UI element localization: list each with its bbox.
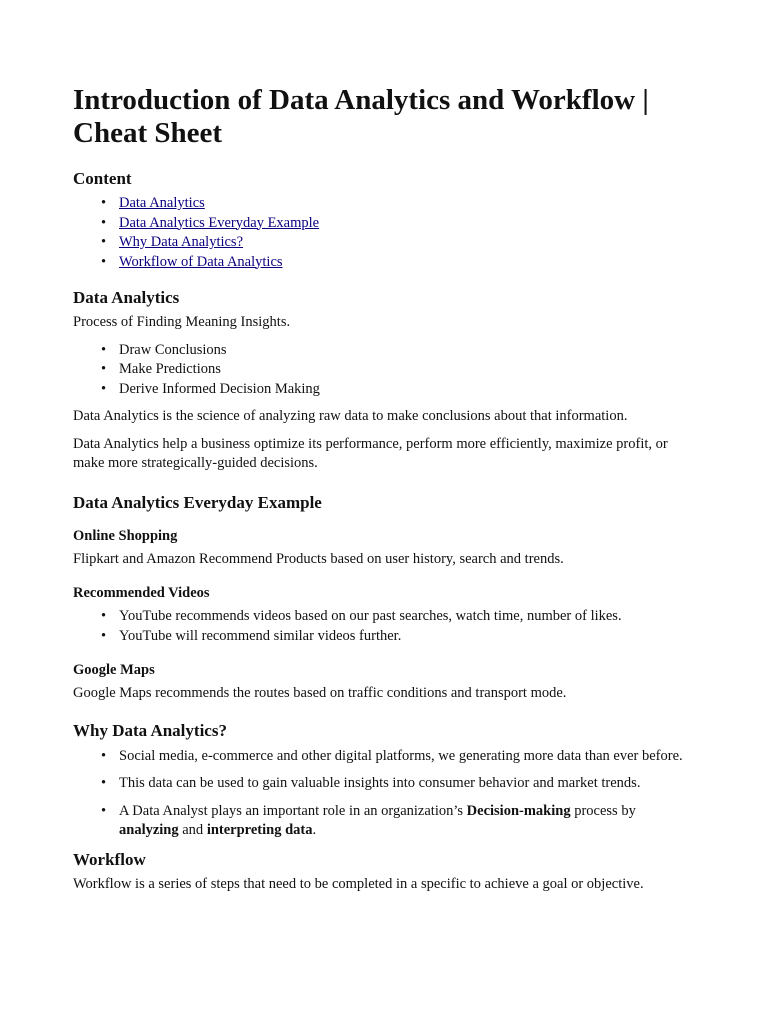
google-maps-heading: Google Maps (73, 662, 155, 678)
bullet-icon: • (101, 802, 107, 819)
toc-link-workflow[interactable]: Workflow of Data Analytics (119, 253, 283, 270)
data-analytics-definition: Data Analytics is the science of analyzing raw data to make conclusions about that information. (73, 408, 628, 424)
list-item-text: YouTube recommends videos based on our past searches, watch time, number of likes. (119, 608, 622, 624)
list-item (101, 341, 696, 361)
list-item (101, 802, 696, 841)
list-item-text: . (312, 822, 317, 838)
table-of-contents (73, 194, 696, 272)
content-heading: Content (73, 169, 132, 188)
toc-link-why-data-analytics[interactable]: Why Data Analytics? (119, 234, 244, 250)
list-item (101, 360, 696, 380)
bullet-icon: • (101, 253, 107, 270)
bullet-icon: • (101, 195, 107, 211)
recommended-videos-heading: Recommended Videos (73, 585, 210, 601)
recommended-videos-list (73, 607, 696, 646)
data-analytics-benefits: Data Analytics help a business optimize its performance, perform more efficiently, maximize profit, or make more strategically-guided decisions. (73, 435, 668, 471)
online-shopping-heading: Online Shopping (73, 527, 178, 544)
bullet-icon: • (101, 627, 107, 644)
everyday-example-heading: Data Analytics Everyday Example (73, 492, 322, 512)
bullet-icon: • (101, 608, 107, 624)
list-item (101, 774, 696, 794)
online-shopping-text: Flipkart and Amazon Recommend Products based on user history, search and trends. (73, 550, 564, 567)
list-item-text: This data can be used to gain valuable insights into consumer behavior and market trends. (119, 775, 641, 791)
list-item (101, 607, 696, 627)
list-item (101, 627, 696, 647)
bullet-icon: • (101, 775, 107, 791)
toc-item (101, 253, 696, 273)
bullet-icon: • (101, 341, 107, 358)
toc-item (101, 194, 696, 214)
list-item (101, 380, 696, 400)
toc-link-data-analytics[interactable]: Data Analytics (119, 195, 205, 211)
list-item-text: Social media, e-commerce and other digital platforms, we generating more data than ever before. (119, 747, 683, 764)
list-item-text: Derive Informed Decision Making (119, 380, 320, 397)
page-title: Introduction of Data Analytics and Workflow | Cheat Sheet (73, 84, 649, 149)
list-item-text: process by (570, 802, 636, 819)
bullet-icon: • (101, 214, 107, 231)
emphasis-interpreting-data: interpreting data (206, 822, 313, 838)
toc-link-everyday-example[interactable]: Data Analytics Everyday Example (119, 214, 320, 231)
why-data-analytics-heading: Why Data Analytics? (73, 720, 227, 740)
bullet-icon: • (101, 361, 107, 377)
list-item-text: Draw Conclusions (119, 341, 227, 358)
workflow-heading: Workflow (73, 849, 146, 869)
google-maps-text: Google Maps recommends the routes based on traffic conditions and transport mode. (73, 685, 567, 701)
emphasis-decision-making: Decision-making (466, 802, 571, 819)
list-item-text: YouTube will recommend similar videos further. (119, 627, 402, 644)
bullet-icon: • (101, 234, 107, 250)
bullet-icon: • (101, 747, 107, 764)
data-analytics-heading: Data Analytics (73, 288, 180, 307)
list-item-text: A Data Analyst plays an important role in an organization’s (119, 802, 467, 819)
toc-item (101, 233, 696, 253)
data-analytics-list (73, 341, 696, 400)
toc-item (101, 214, 696, 234)
list-item-text: Make Predictions (119, 361, 221, 377)
bullet-icon: • (101, 380, 107, 397)
workflow-text: Workflow is a series of steps that need to be completed in a specific to achieve a goal or objective. (73, 875, 644, 892)
emphasis-analyzing: analyzing (119, 822, 179, 838)
why-data-analytics-list (73, 747, 696, 841)
list-item (101, 747, 696, 767)
data-analytics-intro: Process of Finding Meaning Insights. (73, 314, 291, 330)
list-item-text: and (178, 822, 207, 838)
